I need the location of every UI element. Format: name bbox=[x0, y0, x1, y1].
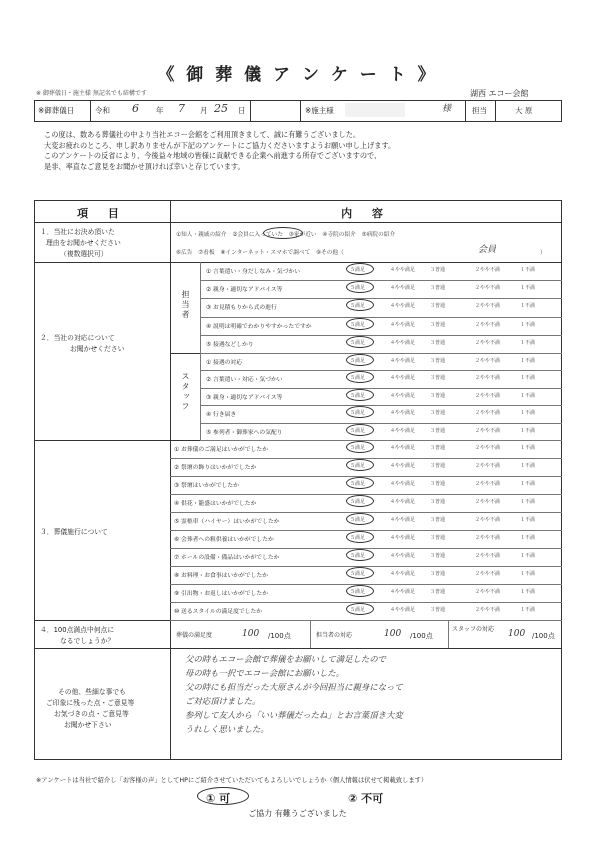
q2-label: お聞かせください bbox=[70, 345, 125, 353]
rating-option[interactable]: ２やや不満 bbox=[475, 285, 501, 292]
q2-label: ２．当社の対応について bbox=[40, 334, 115, 342]
selection-circle bbox=[346, 531, 374, 543]
rating-option[interactable]: ５満足 bbox=[350, 358, 366, 364]
rating-option[interactable]: ４やや満足 bbox=[390, 427, 416, 434]
selection-circle bbox=[346, 513, 374, 525]
q3-item-label: ⑦ ホールの設備・備品はいかがでしたか bbox=[174, 555, 280, 561]
intro-line: このアンケートの反省により、今後益々地域の皆様に貢献できる企業へ前進する所存でございますので、 bbox=[44, 151, 382, 160]
selection-circle bbox=[263, 227, 303, 239]
selection-circle bbox=[346, 603, 374, 615]
month-unit: 月 bbox=[200, 106, 208, 115]
rating-option[interactable]: ４やや満足 bbox=[390, 481, 416, 487]
rating-option[interactable]: ４やや満足 bbox=[390, 553, 416, 559]
rating-option[interactable]: １不満 bbox=[520, 427, 536, 434]
q2-g1-item-label: ③ お見積もりから式の進行 bbox=[206, 305, 277, 312]
rating-option[interactable]: １不満 bbox=[520, 535, 536, 541]
q3-item-label: ⑧ お料理・お食事はいかがでしたか bbox=[174, 573, 268, 579]
rating-option[interactable]: ２やや不満 bbox=[475, 267, 501, 273]
rating-option[interactable]: ３普通 bbox=[430, 463, 446, 469]
q3-item-label: ③ 祭壇はいかがでしたか bbox=[174, 483, 240, 489]
rating-option[interactable]: ３普通 bbox=[430, 589, 446, 595]
q3-item-label: ⑤ 霊柩車（ハイヤー）はいかがでしたか bbox=[174, 519, 280, 525]
q3-item-label: ④ 供花・籠盛はいかがでしたか bbox=[174, 501, 257, 507]
rating-option[interactable]: １不満 bbox=[520, 321, 536, 328]
rating-option[interactable]: ３普通 bbox=[430, 535, 446, 541]
rating-option[interactable]: ４やや満足 bbox=[390, 571, 416, 577]
q2-g1-item-label: ⑤ 接遇などしかり bbox=[206, 341, 254, 348]
date-label: ※御葬儀日 bbox=[38, 106, 75, 115]
rating-option[interactable]: ２やや不満 bbox=[475, 445, 501, 451]
q4-label: なるでしょうか？ bbox=[60, 637, 115, 645]
rating-option[interactable]: ３普通 bbox=[430, 285, 446, 292]
q2-g2-item-label: ④ 行き届き bbox=[206, 412, 237, 419]
intro-line: 是非、率直なご意見をお聞かせ頂ければ幸いと存じています。 bbox=[44, 161, 245, 171]
q3-label: ３．葬儀施行について bbox=[40, 528, 108, 536]
q4-satisfaction-label: 葬儀の満足度 bbox=[176, 632, 213, 639]
rating-option[interactable]: ２やや不満 bbox=[475, 607, 501, 613]
q2-g2-item-label: ① 接遇の対応 bbox=[206, 360, 243, 366]
rating-option[interactable]: １不満 bbox=[520, 375, 536, 382]
year-value[interactable]: 6 bbox=[132, 102, 139, 115]
rating-option[interactable]: ３普通 bbox=[430, 571, 446, 577]
day-value[interactable]: 25 bbox=[214, 102, 228, 115]
q1-options-close: ） bbox=[540, 250, 546, 256]
rating-option[interactable]: ２やや不満 bbox=[475, 358, 501, 364]
comments-label: その他、些細な事でも bbox=[58, 688, 126, 696]
rating-option[interactable]: ５満足 bbox=[350, 392, 366, 399]
q4-staff-in-charge-label: 担当者の対応 bbox=[316, 632, 353, 639]
rating-option[interactable]: ３普通 bbox=[430, 358, 446, 364]
rating-option[interactable]: ２やや不満 bbox=[475, 321, 501, 328]
rating-option[interactable]: １不満 bbox=[520, 303, 536, 310]
rating-option[interactable]: ３普通 bbox=[430, 392, 446, 399]
staff-name: 大 原 bbox=[515, 106, 533, 115]
staff-label: 担当 bbox=[472, 106, 487, 115]
rating-option[interactable]: ３普通 bbox=[430, 339, 446, 346]
rating-option[interactable]: ３普通 bbox=[430, 445, 446, 451]
rating-option[interactable]: ４やや満足 bbox=[390, 267, 416, 273]
rating-option[interactable]: ２やや不満 bbox=[475, 571, 501, 577]
rating-option[interactable]: ３普通 bbox=[430, 427, 446, 434]
selection-circle bbox=[346, 318, 374, 330]
rating-option[interactable]: ３普通 bbox=[430, 267, 446, 273]
rating-option[interactable]: ４やや満足 bbox=[390, 535, 416, 541]
q3-item-label: ⑨ 引出物・お返しはいかがでしたか bbox=[174, 591, 268, 597]
rating-option[interactable]: ５満足 bbox=[350, 553, 366, 559]
rating-option[interactable]: ２やや不満 bbox=[475, 392, 501, 399]
top-note: ※ 御葬儀日・施主様 無記名でも結構です bbox=[36, 90, 147, 97]
intro-line: 大変お疲れのところ、申し訳ありませんが下記のアンケートにご協力くださいますようお願い申し上げます。 bbox=[44, 140, 396, 150]
thanks-message: ご協力 有難うございました bbox=[248, 809, 347, 818]
rating-option[interactable]: ５満足 bbox=[350, 589, 366, 595]
rating-option[interactable]: ４やや満足 bbox=[390, 285, 416, 292]
selection-circle bbox=[346, 263, 374, 275]
q3-item-label: ① お葬儀のご満足はいかがでしたか bbox=[174, 447, 268, 453]
comments-label: ご印象に残った点・ご意見等 bbox=[46, 699, 135, 707]
rating-option[interactable]: ４やや満足 bbox=[390, 499, 416, 505]
rating-option[interactable]: １不満 bbox=[520, 463, 536, 469]
page-title: 《 御 葬 儀 ア ン ケ ー ト 》 bbox=[157, 65, 438, 85]
era: 令和 bbox=[95, 106, 110, 115]
q2-g1-item-label: ① 言葉遣い・身だしなみ・気づかい bbox=[206, 269, 300, 275]
intro-line: この度は、数ある葬儀社の中より当社エコー会館をご利用頂きまして、誠に有難うございました。 bbox=[44, 130, 361, 139]
rating-option[interactable]: ２やや不満 bbox=[475, 303, 501, 310]
sponsor-name-redacted bbox=[345, 103, 405, 117]
rating-option[interactable]: １不満 bbox=[520, 445, 536, 451]
rating-option[interactable]: ２やや不満 bbox=[475, 517, 501, 523]
q1-options: ①知人・親戚の紹介 ②会員に入っていた ③家が近い ④寺院の紹介 ⑤病院の紹介 bbox=[176, 232, 396, 238]
q2-g2-item-label: ③ 親身・適切なアドバイス等 bbox=[206, 394, 283, 401]
footer-note: ※アンケートは当社で紹介し「お客様の声」としてHPにご紹介させていただいてもよろしいでしょうか（個人情報は伏せて掲載致します） bbox=[36, 777, 428, 784]
selection-circle bbox=[346, 477, 374, 489]
rating-option[interactable]: １不満 bbox=[520, 589, 536, 595]
rating-option[interactable]: ５満足 bbox=[350, 321, 366, 328]
rating-option[interactable]: ２やや不満 bbox=[475, 339, 501, 346]
rating-option[interactable]: ５満足 bbox=[350, 410, 366, 417]
company-name: 湖西 エコー会館 bbox=[470, 89, 529, 98]
comments-answer[interactable] bbox=[185, 652, 403, 736]
q4-satisfaction-value[interactable]: 100 bbox=[242, 629, 260, 639]
rating-option[interactable]: ３普通 bbox=[430, 481, 446, 487]
q1-label: 理由をお聞かせください bbox=[46, 239, 121, 247]
rating-option[interactable]: ５満足 bbox=[350, 499, 366, 505]
rating-option[interactable]: １不満 bbox=[520, 553, 536, 559]
option-yes[interactable]: ① 可 bbox=[206, 792, 231, 805]
rating-option[interactable]: ３普通 bbox=[430, 321, 446, 328]
rating-option[interactable]: ４やや満足 bbox=[390, 321, 416, 328]
day-unit: 日 bbox=[238, 106, 246, 115]
rating-option[interactable]: ３普通 bbox=[430, 303, 446, 310]
selection-circle bbox=[346, 495, 374, 507]
q4-staff-label: スタッフの対応 bbox=[452, 626, 495, 633]
item-header: 項 目 bbox=[77, 207, 127, 220]
rating-option[interactable]: ２やや不満 bbox=[475, 375, 501, 382]
comments-label: お気づきの点・ご意見等 bbox=[54, 710, 129, 718]
selection-circle bbox=[346, 354, 374, 366]
rating-option[interactable]: ２やや不満 bbox=[475, 410, 501, 417]
q2-g1-item-label: ② 親身・適切なアドバイス等 bbox=[206, 287, 283, 294]
selection-circle bbox=[346, 336, 374, 348]
rating-option[interactable]: ４やや満足 bbox=[390, 339, 416, 346]
rating-option[interactable]: ３普通 bbox=[430, 375, 446, 382]
rating-option[interactable]: ４やや満足 bbox=[390, 517, 416, 523]
month-value[interactable]: 7 bbox=[178, 102, 185, 115]
rating-option[interactable]: １不満 bbox=[520, 267, 536, 273]
q2-g2-item-label: ② 言葉遣い・対応・気づかい bbox=[206, 377, 283, 384]
rating-option[interactable]: ５満足 bbox=[350, 427, 366, 434]
q2-group-staff: スタッフ bbox=[181, 372, 190, 412]
rating-option[interactable]: ４やや満足 bbox=[390, 410, 416, 417]
q1-other-answer[interactable]: 会員 bbox=[478, 245, 497, 255]
rating-option[interactable]: ４やや満足 bbox=[390, 463, 416, 469]
rating-option[interactable]: １不満 bbox=[520, 607, 536, 613]
selection-circle bbox=[346, 424, 374, 436]
rating-option[interactable]: ５満足 bbox=[350, 481, 366, 487]
q4-staff-in-charge-value[interactable]: 100 bbox=[384, 629, 402, 639]
rating-option[interactable]: １不満 bbox=[520, 517, 536, 523]
rating-option[interactable]: ４やや満足 bbox=[390, 607, 416, 613]
rating-option[interactable]: １不満 bbox=[520, 392, 536, 399]
rating-option[interactable]: ５満足 bbox=[350, 535, 366, 541]
q1-label: １．当社にお決め頂いた bbox=[40, 228, 115, 236]
rating-option[interactable]: ２やや不満 bbox=[475, 553, 501, 559]
rating-option[interactable]: １不満 bbox=[520, 285, 536, 292]
q2-g2-item-label: ⑤ 参列者・御葬家への気配り bbox=[206, 429, 283, 436]
selection-circle bbox=[346, 567, 374, 579]
rating-option[interactable]: ５満足 bbox=[350, 303, 366, 310]
selection-circle bbox=[346, 585, 374, 597]
comment-line: 参列して友人から「いい葬儀だったね」とお言葉頂き大変 bbox=[185, 710, 403, 720]
rating-option[interactable]: ４やや満足 bbox=[390, 589, 416, 595]
rating-option[interactable]: ２やや不満 bbox=[475, 535, 501, 541]
rating-option[interactable]: ２やや不満 bbox=[475, 463, 501, 469]
rating-option[interactable]: ４やや満足 bbox=[390, 358, 416, 364]
rating-option[interactable]: ３普通 bbox=[430, 517, 446, 523]
rating-option[interactable]: ５満足 bbox=[350, 339, 366, 346]
rating-option[interactable]: ２やや不満 bbox=[475, 499, 501, 505]
selection-circle bbox=[346, 441, 374, 453]
comment-line: 父の時にも担当だった大原さんが今回担当に親身になって bbox=[185, 682, 403, 692]
content-header: 内 容 bbox=[341, 207, 391, 220]
rating-option[interactable]: ５満足 bbox=[350, 375, 366, 382]
comment-line: 母の時も一択でエコー会館にお願いした。 bbox=[185, 668, 345, 678]
year-unit: 年 bbox=[156, 106, 164, 115]
rating-option[interactable]: １不満 bbox=[520, 410, 536, 417]
q1-label: （複数選択可） bbox=[60, 250, 108, 258]
selection-circle bbox=[197, 787, 249, 805]
q3-item-label: ② 祭壇の飾りはいかがでしたか bbox=[174, 465, 257, 471]
rating-option[interactable]: ３普通 bbox=[430, 553, 446, 559]
rating-option[interactable]: ４やや満足 bbox=[390, 445, 416, 451]
rating-option[interactable]: ２やや不満 bbox=[475, 589, 501, 595]
rating-option[interactable]: １不満 bbox=[520, 571, 536, 577]
rating-option[interactable]: ２やや不満 bbox=[475, 481, 501, 487]
comments-label: お聞かせ下さい bbox=[64, 721, 112, 729]
selection-circle bbox=[346, 389, 374, 401]
comment-line: ご対応頂けました。 bbox=[185, 696, 261, 706]
q4-staff-unit: /100点 bbox=[532, 632, 555, 640]
q4-satisfaction-unit: /100点 bbox=[268, 632, 291, 640]
q3-item-label: ⑩ 送るスタイルの満足度でしたか bbox=[174, 609, 263, 615]
rating-option[interactable]: ３普通 bbox=[430, 410, 446, 417]
rating-option[interactable]: ５満足 bbox=[350, 571, 366, 577]
q4-label: ４．100点満点中何点に bbox=[40, 626, 115, 634]
q3-item-label: ⑥ 会葬者への粗供養はいかがでしたか bbox=[174, 537, 274, 543]
rating-option[interactable]: １不満 bbox=[520, 358, 536, 364]
sponsor-suffix: 様 bbox=[442, 104, 452, 114]
rating-option[interactable]: ４やや満足 bbox=[390, 303, 416, 310]
rating-option[interactable]: ３普通 bbox=[430, 499, 446, 505]
q4-staff-value[interactable]: 100 bbox=[508, 629, 526, 639]
rating-option[interactable]: ５満足 bbox=[350, 445, 366, 451]
q4-staff-in-charge-unit: /100点 bbox=[410, 632, 433, 640]
q2-group-staff-in-charge: 担当者 bbox=[181, 290, 190, 320]
q2-g1-item-label: ④ 説明は明確でわかりやすかったですか bbox=[206, 323, 312, 330]
option-no[interactable]: ② 不可 bbox=[348, 792, 384, 805]
rating-option[interactable]: ５満足 bbox=[350, 267, 366, 273]
rating-option[interactable]: ４やや満足 bbox=[390, 375, 416, 382]
sponsor-label: ※施主様 bbox=[305, 106, 334, 115]
comment-line: うれしく思いました。 bbox=[185, 724, 269, 734]
selection-circle bbox=[346, 549, 374, 561]
rating-option[interactable]: ３普通 bbox=[430, 607, 446, 613]
rating-option[interactable]: １不満 bbox=[520, 499, 536, 505]
intro-text bbox=[44, 130, 395, 172]
rating-option[interactable]: １不満 bbox=[520, 339, 536, 346]
rating-option[interactable]: ５満足 bbox=[350, 285, 366, 292]
q1-options: ⑥広告 ⑦看板 ⑧インターネット・スマホで調べて ⑨その他（ bbox=[176, 250, 344, 256]
rating-option[interactable]: ５満足 bbox=[350, 517, 366, 523]
rating-option[interactable]: ４やや満足 bbox=[390, 392, 416, 399]
rating-option[interactable]: ５満足 bbox=[350, 607, 366, 613]
rating-option[interactable]: ２やや不満 bbox=[475, 427, 501, 434]
rating-option[interactable]: １不満 bbox=[520, 481, 536, 487]
comment-line: 父の時もエコー会館で葬儀をお願いして満足したので bbox=[185, 654, 386, 664]
rating-option[interactable]: ５満足 bbox=[350, 463, 366, 469]
selection-circle bbox=[346, 459, 374, 471]
